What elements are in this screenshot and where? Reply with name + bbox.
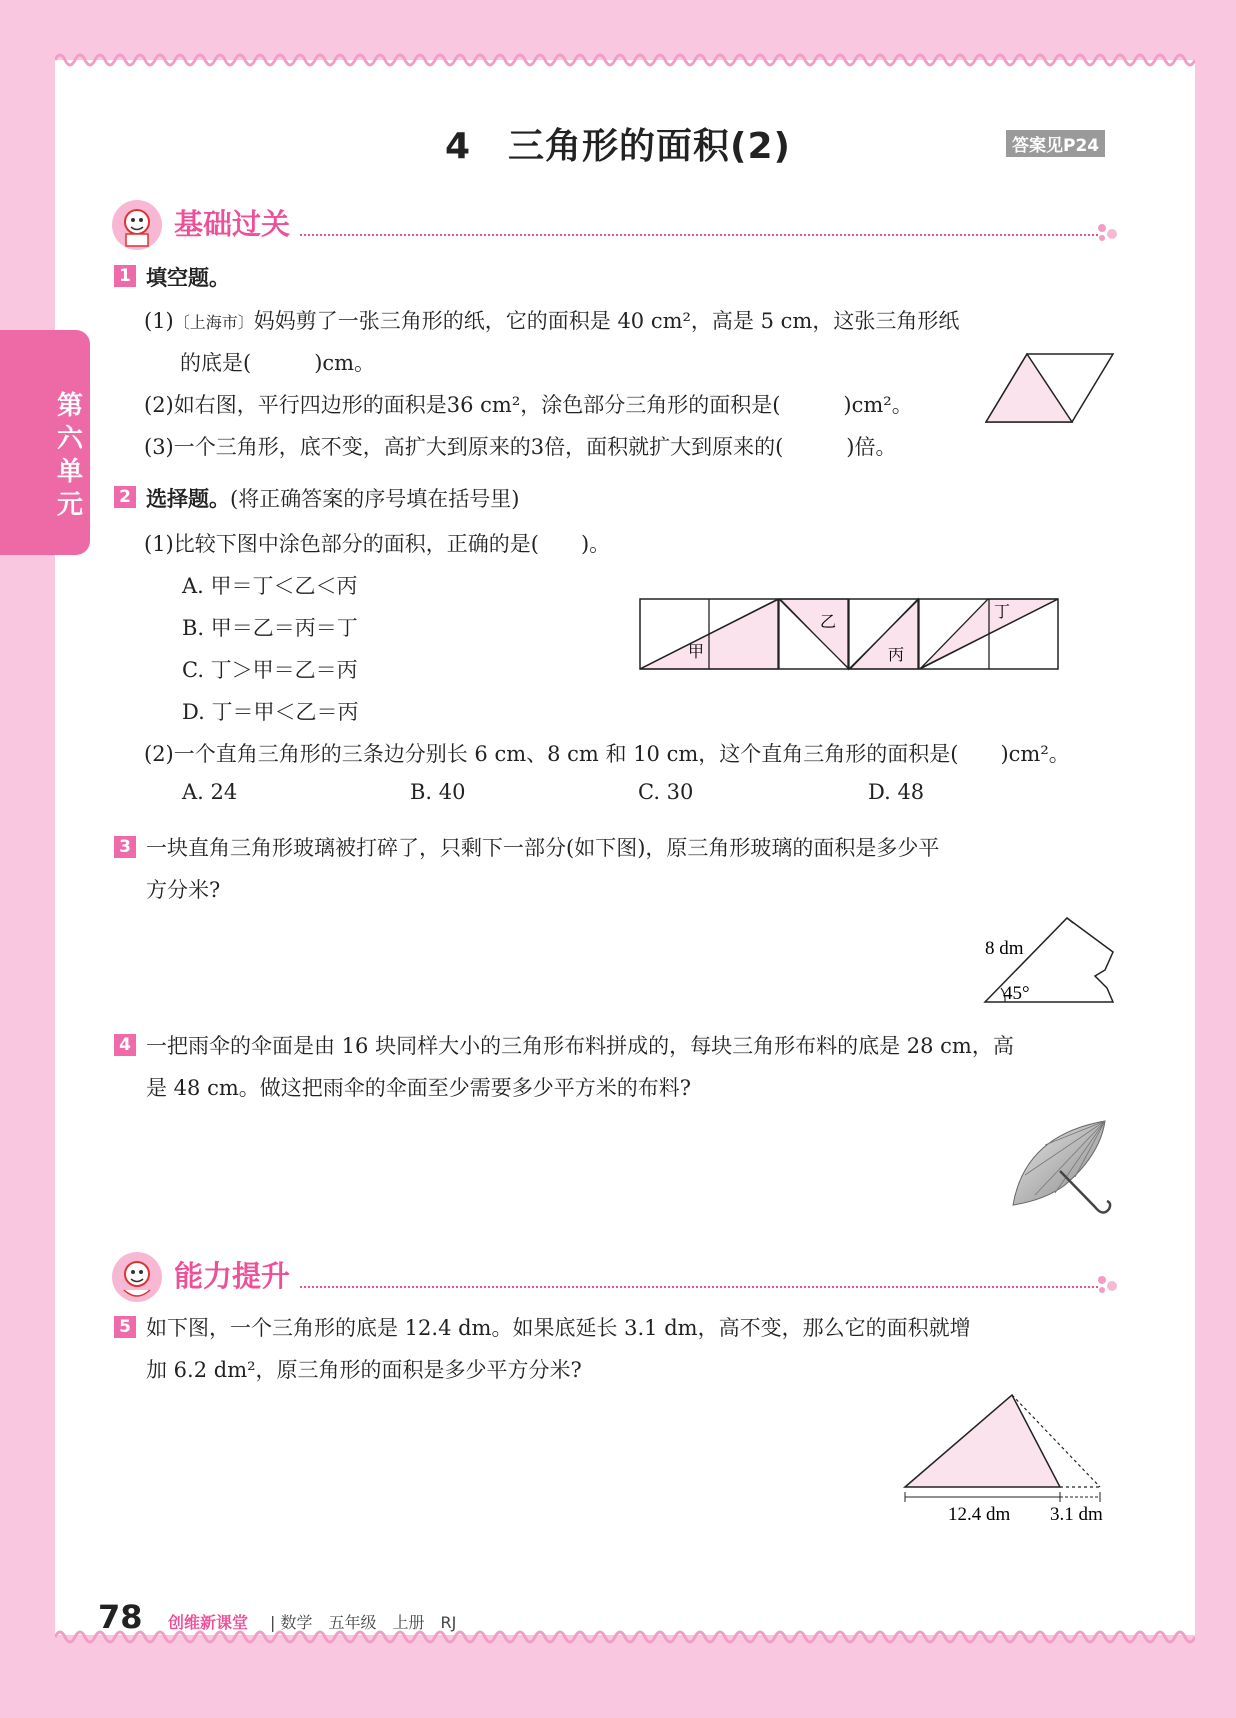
unit-side-tab-label: 第六单元 [56, 391, 83, 520]
decor-dots-icon [1096, 1274, 1120, 1294]
question-number: 1 [114, 265, 136, 287]
section-title: 能力提升 [174, 1259, 291, 1293]
part-text: 妈妈剪了一张三角形的纸，它的面积是 40 cm²，高是 5 cm，这张三角形纸 [253, 309, 960, 333]
question-text: (1)比较下图中涂色部分的面积，正确的是( )。 [144, 532, 611, 556]
shaded-regions-figure [638, 597, 1062, 671]
question-number: 3 [114, 836, 136, 858]
answer-reference-badge: 答案见P24 [1006, 130, 1105, 157]
brand-name: 创维新课堂 [168, 1613, 249, 1632]
section-title: 基础过关 [174, 207, 291, 241]
heading-text: 选择题。 [146, 487, 230, 511]
mascot-icon [112, 200, 162, 250]
option-a: A. 甲＝丁＜乙＜丙 [182, 574, 358, 598]
section-header-advanced [110, 1248, 1120, 1304]
question-text: 一把雨伞的伞面是由 16 块同样大小的三角形布料拼成的，每块三角形布料的底是 28 cm，高 [146, 1034, 1014, 1058]
label-ding: 丁 [994, 602, 1011, 621]
option-c: C. 丁＞甲＝乙＝丙 [182, 658, 358, 682]
heading-note: (将正确答案的序号填在括号里) [230, 487, 520, 511]
question-text: (2)如右图，平行四边形的面积是36 cm²，涂色部分三角形的面积是( )cm²。 [144, 393, 913, 417]
broken-glass-figure [975, 912, 1120, 1007]
option-a: A. 24 [182, 780, 238, 804]
parallelogram-figure [985, 352, 1115, 424]
label-bing: 丙 [888, 645, 905, 664]
label-jia: 甲 [688, 642, 705, 661]
book-info: | 数学 五年级 上册 RJ [270, 1613, 457, 1632]
dotted-rule [300, 1286, 1098, 1288]
question-heading: 填空题。 [146, 266, 230, 290]
decor-dots-icon [1096, 222, 1120, 242]
question-text: 加 6.2 dm²，原三角形的面积是多少平方分米? [146, 1358, 582, 1382]
question-text: 一块直角三角形玻璃被打碎了，只剩下一部分(如下图)，原三角形玻璃的面积是多少平 [146, 836, 940, 860]
question-text: (3)一个三角形，底不变，高扩大到原来的3倍，面积就扩大到原来的( )倍。 [144, 435, 897, 459]
option-d: D. 48 [868, 780, 925, 804]
question-text: (2)一个直角三角形的三条边分别长 6 cm、8 cm 和 10 cm，这个直角三角形的面积是( )cm²。 [144, 742, 1070, 766]
section-header-basic [110, 196, 1120, 252]
dotted-rule [300, 234, 1098, 236]
question-text: 如下图，一个三角形的底是 12.4 dm。如果底延长 3.1 dm，高不变，那么它的面积就增 [146, 1316, 971, 1340]
extension-label: 3.1 dm [1050, 1504, 1103, 1525]
question-number: 2 [114, 486, 136, 508]
base-label: 12.4 dm [948, 1504, 1011, 1525]
side-label: 8 dm [985, 938, 1024, 959]
question-number: 4 [114, 1034, 136, 1056]
mascot-icon [112, 1252, 162, 1302]
question-heading [146, 483, 519, 513]
option-d: D. 丁＝甲＜乙＝丙 [182, 700, 359, 724]
umbrella-icon [1005, 1115, 1115, 1220]
part-label: (1) [144, 309, 174, 333]
source-tag: 〔上海市〕 [173, 313, 254, 332]
wavy-top-border [55, 45, 1195, 75]
option-c: C. 30 [638, 780, 694, 804]
question-text: 是 48 cm。做这把雨伞的伞面至少需要多少平方米的布料? [146, 1076, 692, 1100]
option-b: B. 40 [410, 780, 466, 804]
page-title: 4 三角形的面积(2) [444, 126, 791, 167]
page-number: 78 [98, 1598, 143, 1636]
question-text: 方分米? [146, 878, 221, 902]
label-yi: 乙 [820, 612, 837, 631]
option-b: B. 甲＝乙＝丙＝丁 [182, 616, 358, 640]
question-text [144, 305, 959, 335]
angle-label: 45° [1003, 983, 1030, 1004]
question-number: 5 [114, 1316, 136, 1338]
extended-triangle-figure [900, 1390, 1120, 1530]
question-text: 的底是( )cm。 [180, 351, 376, 375]
